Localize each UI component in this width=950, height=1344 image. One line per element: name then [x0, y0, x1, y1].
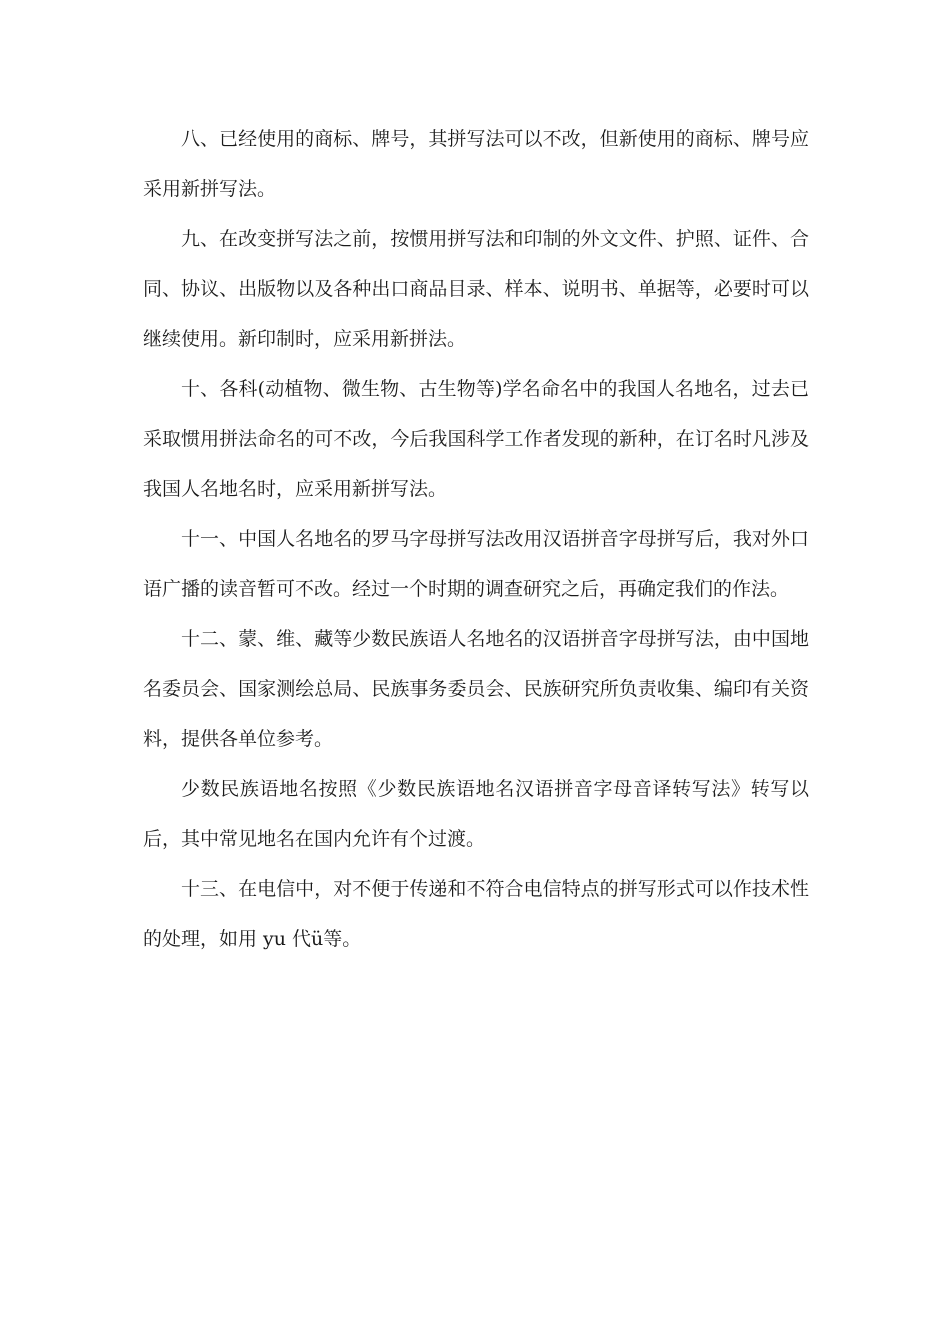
paragraph-10: 十、各科(动植物、微生物、古生物等)学名命名中的我国人名地名，过去已采取惯用拼法命名的可不改，今后我国科学工作者发现的新种，在订名时凡涉及我国人名地名时，应采用新拼写法。 — [143, 378, 809, 500]
paragraph-13: 十三、在电信中，对不便于传递和不符合电信特点的拼写形式可以作技术性的处理，如用 yu 代ü等。 — [143, 878, 809, 950]
paragraph-9: 九、在改变拼写法之前，按惯用拼写法和印制的外文文件、护照、证件、合同、协议、出版物以及各种出口商品目录、样本、说明书、单据等，必要时可以继续使用。新印制时，应采用新拼法。 — [143, 228, 809, 350]
paragraph-11: 十一、中国人名地名的罗马字母拼写法改用汉语拼音字母拼写后，我对外口语广播的读音暂可不改。经过一个时期的调查研究之后，再确定我们的作法。 — [143, 528, 809, 600]
paragraph-12: 十二、蒙、维、藏等少数民族语人名地名的汉语拼音字母拼写法，由中国地名委员会、国家测绘总局、民族事务委员会、民族研究所负责收集、编印有关资料，提供各单位参考。 — [143, 628, 809, 750]
paragraph-8: 八、已经使用的商标、牌号，其拼写法可以不改，但新使用的商标、牌号应采用新拼写法。 — [143, 128, 809, 200]
paragraph-12-note: 少数民族语地名按照《少数民族语地名汉语拼音字母音译转写法》转写以后，其中常见地名在国内允许有个过渡。 — [143, 778, 809, 850]
document-body — [143, 114, 809, 964]
